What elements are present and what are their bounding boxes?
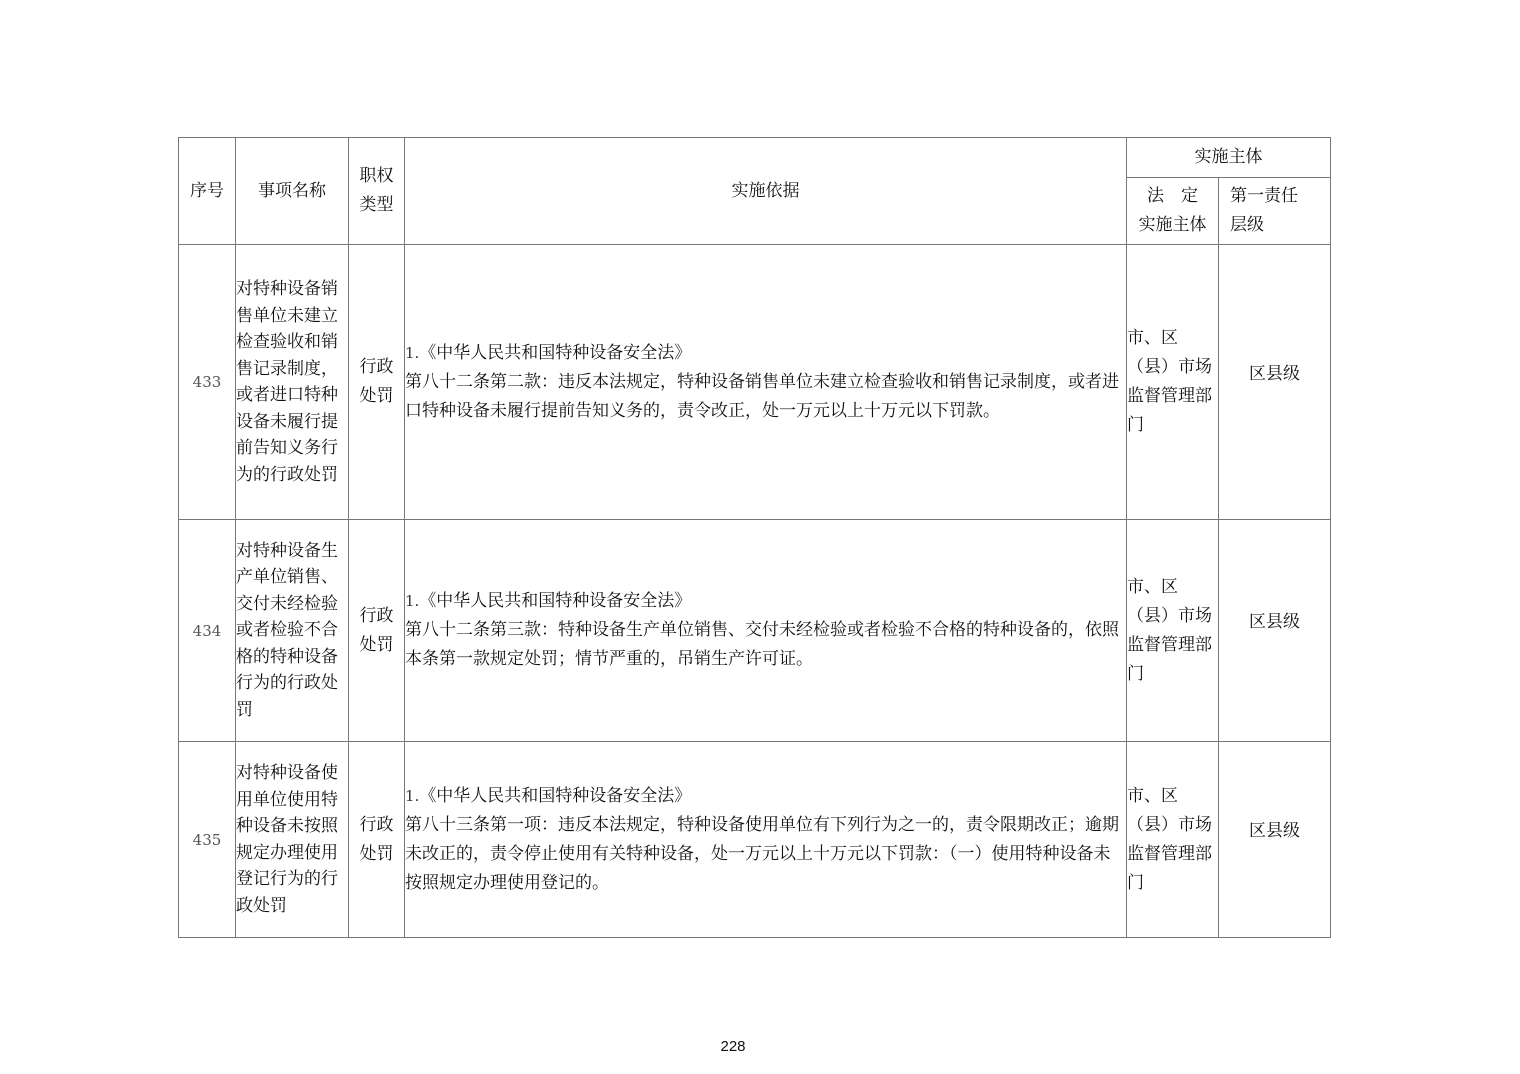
row-basis [405, 742, 1127, 938]
row-level-text: 区县级 [1249, 364, 1300, 384]
row-law-title [405, 587, 1126, 616]
header-level-line2: 层级 [1230, 215, 1264, 235]
row-level [1219, 245, 1331, 520]
row-type-line1: 行政 [359, 814, 394, 835]
header-level [1219, 178, 1331, 245]
row-type-line1: 行政 [359, 605, 394, 626]
row-type-line2: 处罚 [359, 386, 394, 406]
row-implementer: 市、区（县）市场监督管理部门 [1127, 520, 1219, 742]
header-basis: 实施依据 [405, 138, 1127, 245]
row-type-line1: 行政 [359, 357, 394, 377]
row-level-text: 区县级 [1249, 821, 1300, 841]
row-basis [405, 520, 1127, 742]
header-type-line2: 类型 [359, 195, 394, 215]
row-implementer: 市、区（县）市场监督管理部门 [1127, 742, 1219, 938]
row-seq: 433 [179, 245, 236, 520]
enforcement-items-table [178, 137, 1331, 938]
row-level-text: 区县级 [1249, 612, 1300, 632]
header-subject: 实施主体 [1127, 138, 1331, 178]
header-name: 事项名称 [236, 138, 349, 245]
header-legal-line2: 实施主体 [1138, 215, 1207, 235]
row-power-type [349, 520, 405, 742]
row-law-name: 《中华人民共和国特种设备安全法》 [419, 591, 692, 611]
row-law-title [405, 782, 1126, 811]
row-law-name: 《中华人民共和国特种设备安全法》 [419, 342, 692, 363]
header-type [349, 138, 405, 245]
row-implementer: 市、区（县）市场监督管理部门 [1127, 245, 1219, 520]
row-basis-text: 第八十二条第三款：特种设备生产单位销售、交付未经检验或者检验不合格的特种设备的，依照本条第一款规定处罚；情节严重的，吊销生产许可证。 [405, 620, 1119, 669]
row-law-title [405, 339, 1126, 368]
row-power-type [349, 742, 405, 938]
row-law-num: 1. [405, 592, 420, 610]
row-level [1219, 520, 1331, 742]
header-level-line1: 第一责任 [1230, 186, 1298, 206]
table-row [179, 520, 1331, 742]
row-basis-text: 第八十三条第一项：违反本法规定，特种设备使用单位有下列行为之一的，责令限期改正；逾期未改正的，责令停止使用有关特种设备，处一万元以上十万元以下罚款：（一）使用特种设备未按照规定办理使用登记的。 [405, 814, 1119, 893]
row-basis [405, 245, 1127, 520]
row-seq: 435 [179, 742, 236, 938]
row-item-name: 对特种设备生产单位销售、交付未经检验或者检验不合格的特种设备行为的行政处罚 [236, 520, 349, 742]
row-basis-text: 第八十二条第二款：违反本法规定，特种设备销售单位未建立检查验收和销售记录制度，或者进口特种设备未履行提前告知义务的，责令改正，处一万元以上十万元以下罚款。 [405, 371, 1119, 421]
row-law-num: 1. [405, 343, 420, 362]
row-level [1219, 742, 1331, 938]
row-law-num: 1. [405, 786, 420, 805]
row-seq: 434 [179, 520, 236, 742]
header-seq: 序号 [179, 138, 236, 245]
header-type-line1: 职权 [359, 166, 394, 186]
header-legal-subject [1127, 178, 1219, 245]
row-item-name: 对特种设备销售单位未建立检查验收和销售记录制度，或者进口特种设备未履行提前告知义务行为的行政处罚 [236, 245, 349, 520]
row-type-line2: 处罚 [359, 843, 394, 864]
row-type-line2: 处罚 [359, 634, 394, 655]
table-row [179, 742, 1331, 938]
header-legal-line1: 法 定 [1147, 186, 1198, 206]
row-power-type [349, 245, 405, 520]
table-row [179, 245, 1331, 520]
row-item-name: 对特种设备使用单位使用特种设备未按照规定办理使用登记行为的行政处罚 [236, 742, 349, 938]
page-number: 228 [720, 1038, 746, 1055]
row-law-name: 《中华人民共和国特种设备安全法》 [419, 785, 692, 806]
